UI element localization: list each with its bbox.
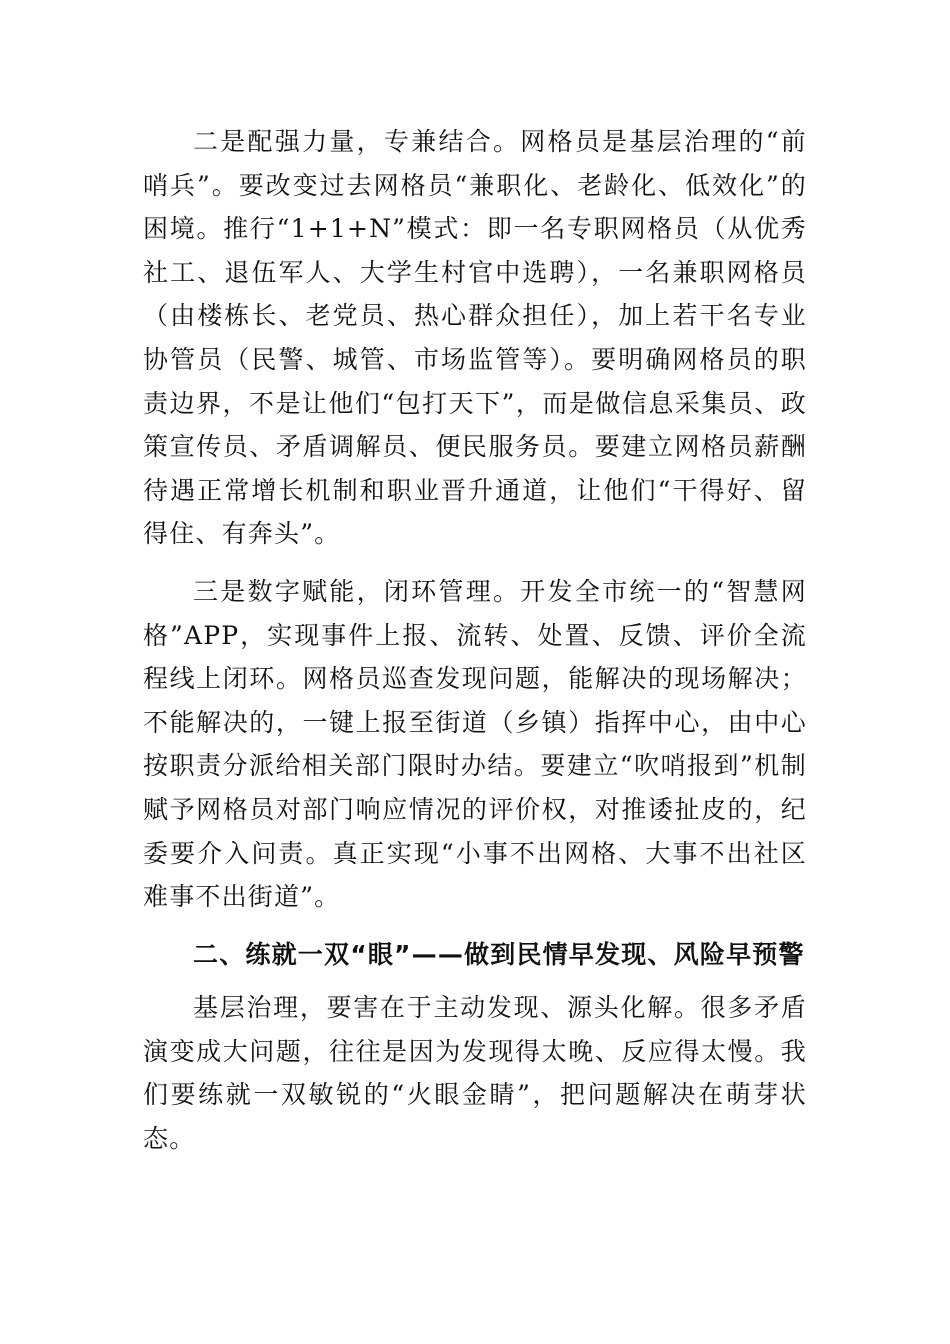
paragraph-staffing: 二是配强力量，专兼结合。网格员是基层治理的“前哨兵”。要改变过去网格员“兼职化、老龄化、低效化”的困境。推行“1+1+N”模式：即一名专职网格员（从优秀社工、退伍军人、大学生村官中选聘），一名兼职网格员（由楼栋长、老党员、热心群众担任），加上若干名专业协管员（民警、城管、市场监管等）。要明确网格员的职责边界，不是让他们“包打天下”，而是做信息采集员、政策宣传员、矛盾调解员、便民服务员。要建立网格员薪酬待遇正常增长机制和职业晋升通道，让他们“干得好、留得住、有奔头”。 bbox=[143, 127, 807, 549]
document-body bbox=[143, 120, 807, 1161]
section-heading: 二、练就一双“眼”——做到民情早发现、风险早预警 bbox=[193, 939, 805, 969]
paragraph-intro: 基层治理，要害在于主动发现、源头化解。很多矛盾演变成大问题，往往是因为发现得太晚、反应得太慢。我们要练就一双敏锐的“火眼金睛”，把问题解决在萌芽状态。 bbox=[143, 993, 807, 1154]
paragraph-digital: 三是数字赋能，闭环管理。开发全市统一的“智慧网格”APP，实现事件上报、流转、处置、反馈、评价全流程线上闭环。网格员巡查发现问题，能解决的现场解决；不能解决的，一键上报至街道（乡镇）指挥中心，由中心按职责分派给相关部门限时办结。要建立“吹哨报到”机制赋予网格员对部门响应情况的评价权，对推诿扯皮的，纪委要介入问责。真正实现“小事不出网格、大事不出社区难事不出街道”。 bbox=[143, 576, 807, 912]
